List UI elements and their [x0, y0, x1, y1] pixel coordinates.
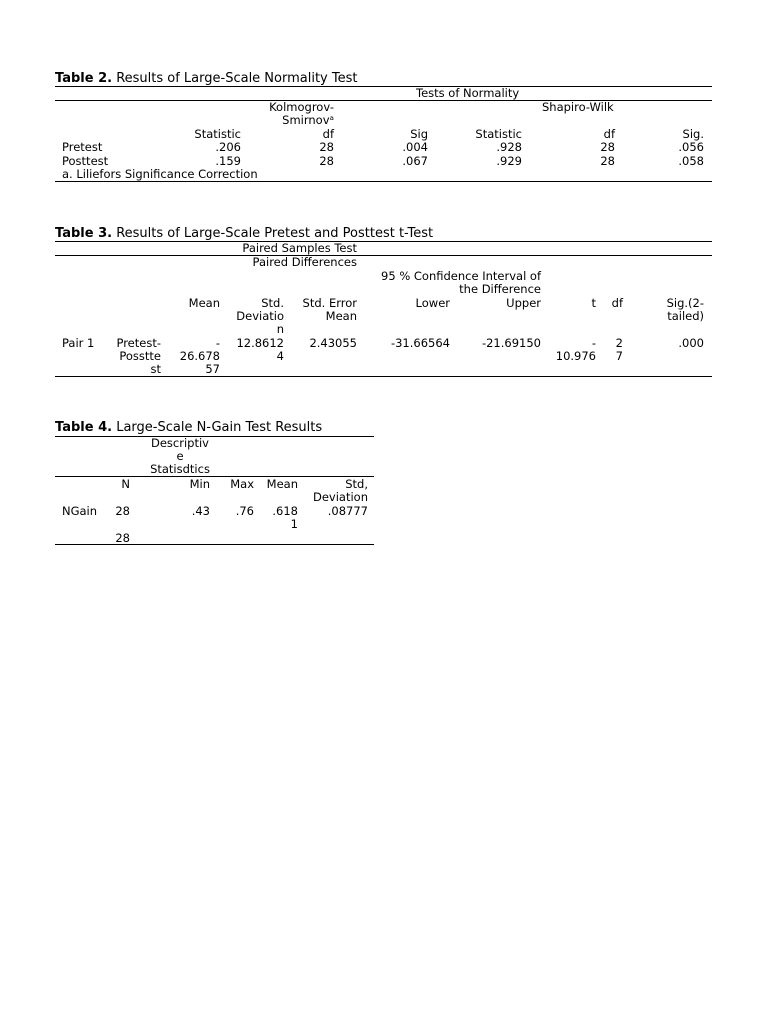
table2-cell: .067 [402, 154, 428, 168]
table3-std-2: 4 [276, 349, 284, 363]
table3-top-rule [55, 241, 712, 242]
table2-col-sig-sw: Sig. [682, 127, 704, 141]
table3-caption-label: Table 3. [55, 226, 113, 241]
table2-cell: .056 [678, 140, 704, 154]
table3-pair-name-3: st [150, 362, 161, 376]
table2-col-statistic-sw: Statistic [475, 127, 522, 141]
table2-footnote: a. Liliefors Significance Correction [62, 167, 258, 181]
table3-t-2: 10.976 [555, 349, 596, 363]
table4-n: 28 [115, 504, 130, 518]
table3-df-2: 7 [615, 349, 623, 363]
table2-cell: 28 [600, 140, 615, 154]
table3-se: 2.43055 [309, 336, 357, 350]
table2-cell: .058 [678, 154, 704, 168]
table2-col-sig-ks: Sig [410, 127, 428, 141]
table3-ci-label-2: the Difference [459, 282, 541, 296]
table2-caption-text: Results of Large-Scale Normality Test [112, 71, 358, 86]
table2-cell: 28 [319, 154, 334, 168]
table3-col-std-3: n [276, 322, 284, 336]
table4-col-std-2: Deviation [312, 490, 368, 504]
table3-bottom-rule [55, 376, 712, 377]
table4-header-3: Statisdtics [150, 462, 210, 476]
table2-caption-label: Table 2. [55, 71, 113, 86]
table3-df-1: 2 [615, 336, 623, 350]
table2-col-df-sw: df [603, 127, 615, 141]
table3-caption-text: Results of Large-Scale Pretest and Posttest t-Test [112, 226, 434, 241]
table3-col-std-2: Deviatio [236, 309, 284, 323]
table3-sig: .000 [678, 336, 704, 350]
table2-bottom-rule [55, 181, 712, 182]
table4-row-label: NGain [62, 504, 98, 518]
table3-std-1: 12.8612 [236, 336, 284, 350]
table3-col-upper: Upper [506, 296, 541, 310]
table3-col-se-1: Std. Error [302, 296, 357, 310]
table4-header-rule [55, 476, 374, 477]
table2-row-label: Pretest [62, 140, 103, 154]
table3-col-lower: Lower [415, 296, 450, 310]
table3-pair-name-1: Pretest- [116, 336, 161, 350]
table4-col-std-1: Std, [345, 477, 368, 491]
table3-col-df: df [611, 296, 623, 310]
table2-super-header: Tests of Normality [416, 86, 520, 100]
table3-col-se-2: Mean [325, 309, 357, 323]
table3-mean-1: - [215, 336, 220, 350]
table4-caption [55, 420, 322, 436]
table3-mean-3: 57 [205, 362, 220, 376]
table2-cell: .159 [215, 154, 241, 168]
table4-col-n: N [121, 477, 130, 491]
table3-t-1: - [591, 336, 596, 350]
table3-caption [55, 226, 433, 242]
table4-std: .08777 [327, 504, 368, 518]
table2-ks-label-1: Kolmogrov- [269, 100, 334, 114]
table2-cell: 28 [319, 140, 334, 154]
table2-cell: .929 [496, 154, 522, 168]
table3-col-sig-2: tailed) [667, 309, 704, 323]
table4-max: .76 [235, 504, 254, 518]
table2-col-statistic-ks: Statistic [194, 127, 241, 141]
table3-col-t: t [591, 296, 596, 310]
table3-upper: -21.69150 [481, 336, 541, 350]
table2-top-rule [55, 86, 712, 87]
table2-col-df-ks: df [322, 127, 334, 141]
table2-cell: .004 [402, 140, 428, 154]
table2-sw-label: Shapiro-Wilk [542, 100, 614, 114]
table2-cell: .206 [215, 140, 241, 154]
table4-n2: 28 [115, 531, 130, 545]
table3-sub-header: Paired Differences [252, 255, 357, 269]
table3-header-rule [55, 255, 712, 256]
table4-caption-text: Large-Scale N-Gain Test Results [112, 420, 323, 435]
table3-col-std-1: Std. [261, 296, 284, 310]
table4-bottom-rule [55, 544, 374, 545]
table4-header-1: Descriptiv [151, 436, 209, 450]
table3-mean-2: 26.678 [179, 349, 220, 363]
table3-pair-name-2: Possttе [119, 349, 161, 363]
table3-lower: -31.66564 [390, 336, 450, 350]
table2-cell: 28 [600, 154, 615, 168]
table3-ci-label-1: 95 % Confidence Interval of [381, 269, 541, 283]
table3-super-header: Paired Samples Test [242, 241, 357, 255]
table4-mean-1: .618 [272, 504, 298, 518]
table2-cell: .928 [496, 140, 522, 154]
table4-min: .43 [191, 504, 210, 518]
table4-col-mean: Mean [266, 477, 298, 491]
table3-pair-label: Pair 1 [62, 336, 95, 350]
table4-col-max: Max [230, 477, 254, 491]
table3-col-mean: Mean [188, 296, 220, 310]
table2-ks-label-2: Smirnovᵃ [282, 113, 334, 127]
table4-col-min: Min [189, 477, 210, 491]
table4-header-2: e [176, 449, 184, 463]
table4-caption-label: Table 4. [55, 420, 113, 435]
table2-caption [55, 71, 357, 87]
table3-col-sig-1: Sig.(2- [666, 296, 704, 310]
table2-row-label: Posttest [62, 154, 109, 168]
table4-mean-2: 1 [290, 517, 298, 531]
